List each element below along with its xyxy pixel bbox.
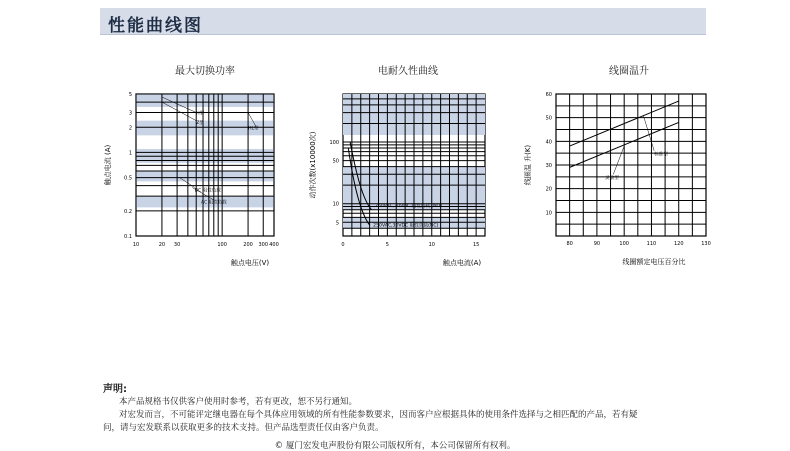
x-tick-label: 100 — [619, 241, 629, 247]
declaration-line3: 问，请与宏发联系以获取更多的技术支持。但产品选型责任仅由客户负责。 — [103, 423, 384, 433]
y-tick-label: 50 — [332, 158, 339, 165]
x-tick-label: 110 — [646, 241, 657, 247]
x-tick-label: 0 — [341, 242, 345, 248]
annotation-label: HL型 — [248, 126, 259, 132]
x-axis-label: 触点电流(A) — [442, 259, 482, 267]
y-tick-label: 5 — [335, 220, 339, 227]
chart1-plot — [103, 92, 279, 267]
annotation-label: AC 阻性负载 — [201, 200, 227, 206]
y-tick-label: 0.5 — [124, 175, 132, 182]
y-tick-label: 1 — [128, 150, 132, 157]
x-tick-label: 80 — [566, 241, 573, 247]
y-tick-label: 20 — [545, 186, 552, 193]
chart1-title: 最大切换功率 — [175, 66, 235, 77]
x-tick-label: 130 — [701, 241, 711, 247]
annotation-label: DC 阻性负载 — [194, 188, 221, 194]
y-tick-label: 60 — [545, 92, 552, 98]
y-tick-label: 50 — [545, 115, 552, 122]
y-tick-label: 5 — [128, 92, 132, 98]
chart-electrical-endurance — [305, 84, 505, 269]
y-tick-label: 30 — [545, 163, 552, 169]
y-axis-label: 动作次数(x10000次) — [309, 131, 317, 199]
declaration-line2: 对宏发而言，不可能评定继电器在每个具体应用领域的所有性能参数要求，因而客户应根据具体的使用条件选择与之相匹配的产品，若有疑 — [119, 410, 638, 420]
x-tick-label: 20 — [158, 242, 166, 248]
annotation-label: H型 — [196, 111, 205, 117]
x-tick-label: 300 — [258, 242, 269, 248]
copyright-footer: © 厦门宏发电声股份有限公司版权所有，本公司保留所有权利。 — [274, 441, 516, 451]
x-tick-label: 10 — [132, 242, 140, 248]
legend-label: 标准型 — [654, 152, 668, 158]
y-tick-label: 2 — [128, 125, 132, 132]
x-tick-label: 15 — [472, 242, 480, 248]
chart-max-switching-power — [100, 84, 290, 269]
chart-coil-temperature-rise — [520, 84, 720, 269]
chart3-plot — [523, 92, 711, 266]
y-tick-label: 10 — [545, 210, 552, 217]
chart3-title: 线圈温升 — [609, 66, 649, 77]
x-tick-label: 100 — [217, 242, 227, 248]
annotation-label: Z型 — [196, 121, 204, 127]
x-axis-label: 触点电压(V) — [230, 259, 270, 267]
y-tick-label: 10 — [332, 201, 339, 208]
y-axis-label: 触点电流 (A) — [104, 144, 112, 186]
chart2-title: 电耐久性曲线 — [378, 66, 438, 77]
y-axis-label: 线圈温 升(K) — [524, 144, 532, 186]
x-tick-label: 10 — [428, 242, 435, 248]
y-tick-label: 40 — [545, 139, 552, 146]
x-axis-label: 线圈额定电压百分比 — [622, 258, 686, 266]
declaration-title: 声明: — [103, 384, 127, 395]
x-tick-label: 400 — [269, 242, 279, 248]
section-header — [100, 8, 706, 35]
y-tick-label: 0.1 — [124, 234, 132, 240]
y-tick-label: 100 — [329, 140, 339, 147]
x-tick-label: 30 — [173, 242, 181, 248]
annotation-label: 250VAC,30VDC 阻性负载(NC) — [373, 223, 439, 229]
declaration-line1: 本产品规格书仅供客户使用时参考，若有更改，恕不另行通知。 — [119, 397, 358, 407]
x-tick-label: 120 — [673, 241, 684, 247]
x-tick-label: 5 — [385, 242, 389, 248]
shaded-band — [136, 171, 274, 181]
annotation-label: 250VAC,30VDC 阻性负载 (NO) — [374, 204, 442, 210]
shaded-band — [136, 94, 274, 107]
legend-label: 灵敏型 — [605, 176, 619, 182]
section-title: 性能曲线图 — [108, 16, 203, 36]
x-tick-label: 200 — [243, 242, 253, 248]
x-tick-label: 90 — [593, 241, 601, 247]
y-tick-label: 3 — [128, 110, 132, 117]
chart2-plot — [308, 94, 485, 267]
y-tick-label: 0.2 — [124, 208, 132, 215]
